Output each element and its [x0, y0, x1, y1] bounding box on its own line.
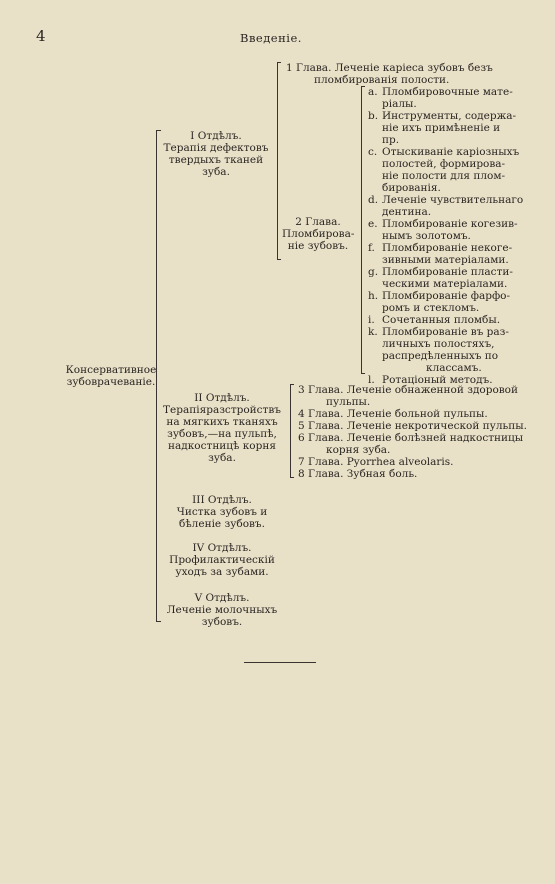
subitem-h — [368, 290, 510, 314]
chapter-6 — [298, 432, 523, 456]
chapter-line: пульпы. — [326, 396, 371, 408]
root-line: Консервативное — [65, 364, 157, 376]
section-4 — [160, 542, 284, 578]
section-line: надкостницѣ корня — [168, 440, 276, 452]
subitem-line: нымъ золотомъ. — [382, 230, 471, 242]
section-line: зуба. — [202, 166, 230, 178]
subitem-f — [368, 242, 512, 266]
subitem-line: пр. — [382, 134, 400, 146]
section-line: Профилактическій — [169, 554, 275, 566]
section-line: Терапіяразстройствъ — [163, 404, 281, 416]
subitem-line: Пломбированіе въ раз- — [382, 326, 509, 338]
chapter-line: 6 Глава. Леченіе болѣзней надкостницы — [298, 432, 524, 444]
subitem-letter: g. — [368, 266, 379, 278]
subitem-line: дентина. — [382, 206, 432, 218]
bracket-tick — [290, 384, 294, 385]
subitem-letter: c. — [368, 146, 378, 158]
subitem-line: Пломбированіе когезив- — [382, 218, 518, 230]
chapter-4 — [298, 408, 488, 420]
subitem-b — [368, 110, 516, 146]
subitem-letter: e. — [368, 218, 378, 230]
page-number: 4 — [36, 27, 46, 45]
subitem-letter: k. — [368, 326, 378, 338]
subitem-g — [368, 266, 513, 290]
section-title: V Отдѣлъ. — [194, 592, 250, 604]
subitem-line: ромъ и стекломъ. — [382, 302, 480, 314]
section-line: Леченіе молочныхъ — [166, 604, 278, 616]
section-title: II Отдѣлъ. — [194, 392, 250, 404]
section-line: твердыхъ тканей — [168, 154, 264, 166]
subitem-line: ріалы. — [382, 98, 417, 110]
chapter-7 — [298, 456, 454, 468]
chapter-line: пломбированія полости. — [314, 74, 450, 86]
section-5 — [160, 592, 284, 628]
chapter-line: 3 Глава. Леченіе обнаженной здоровой — [298, 384, 519, 396]
subitem-line: Инструменты, содержа- — [382, 110, 517, 122]
subitem-line: Пломбированіе пласти- — [382, 266, 513, 278]
subitem-line: Отыскиваніе каріозныхъ — [382, 146, 520, 158]
section-2-bracket — [290, 384, 291, 478]
bracket-tick — [361, 86, 365, 87]
chapter-line: ніе зубовъ. — [287, 240, 349, 252]
subitem-line: зивными матеріалами. — [382, 254, 509, 266]
subitem-line: личныхъ полостяхъ, — [382, 338, 495, 350]
section-2 — [160, 392, 284, 464]
chapter-2-bracket — [361, 86, 362, 374]
root-heading — [62, 364, 160, 388]
subitem-d — [368, 194, 523, 218]
subitem-letter: d. — [368, 194, 379, 206]
bracket-tick — [277, 62, 281, 63]
subitem-letter: h. — [368, 290, 379, 302]
subitem-line: Пломбированіе фарфо- — [382, 290, 511, 302]
root-line: зубоврачеваніе. — [66, 376, 156, 388]
chapter-1 — [286, 62, 493, 86]
closing-rule — [244, 662, 316, 663]
subitem-line: ніе полости для плом- — [382, 170, 506, 182]
section-line: зубовъ,—на пульпѣ, — [167, 428, 277, 440]
subitem-line: полостей, формирова- — [382, 158, 506, 170]
chapter-line: 2 Глава. — [295, 216, 341, 228]
section-title: IV Отдѣлъ. — [192, 542, 252, 554]
subitem-line: ческими матеріалами. — [382, 278, 508, 290]
chapter-2 — [282, 216, 354, 252]
section-line: на мягкихъ тканяхъ — [166, 416, 278, 428]
subitem-letter: l. — [368, 374, 375, 386]
subitem-line: бированія. — [382, 182, 441, 194]
section-line: уходъ за зубами. — [175, 566, 269, 578]
section-1-bracket — [277, 62, 278, 260]
bracket-tick — [290, 477, 294, 478]
section-line: зуба. — [208, 452, 236, 464]
chapter-line: 8 Глава. Зубная боль. — [298, 468, 418, 480]
chapter-line: Пломбирова- — [282, 228, 355, 240]
running-head: Введеніе. — [240, 31, 302, 45]
chapter-8 — [298, 468, 417, 480]
subitem-letter: b. — [368, 110, 379, 122]
section-1 — [160, 130, 272, 178]
chapter-line: 1 Глава. Леченіе каріеса зубовъ безъ — [286, 62, 493, 74]
subitem-line: Ротаціоный методъ. — [382, 374, 493, 386]
subitem-letter: i. — [368, 314, 375, 326]
chapter-line: корня зуба. — [326, 444, 391, 456]
subitem-letter: a. — [368, 86, 378, 98]
bracket-tick — [277, 259, 281, 260]
subitem-c — [368, 146, 519, 194]
subitem-i — [368, 314, 500, 326]
subitem-line: Леченіе чувствительнаго — [382, 194, 524, 206]
chapter-5 — [298, 420, 527, 432]
section-title: III Отдѣлъ. — [192, 494, 252, 506]
section-line: зубовъ. — [201, 616, 243, 628]
section-line: Чистка зубовъ и — [176, 506, 268, 518]
chapter-line: 4 Глава. Леченіе больной пульпы. — [298, 408, 488, 420]
subitem-letter: f. — [368, 242, 375, 254]
subitem-e — [368, 218, 518, 242]
subitem-line: ніе ихъ примѣненіе и — [382, 122, 501, 134]
subitem-k — [368, 326, 509, 374]
chapter-line: 5 Глава. Леченіе некротической пульпы. — [298, 420, 527, 432]
subitem-line: распредѣленныхъ по — [382, 350, 499, 362]
section-line: Терапія дефектовъ — [163, 142, 269, 154]
section-line: бѣленіе зубовъ. — [179, 518, 265, 530]
subitem-line: классамъ. — [426, 362, 482, 374]
subitem-line: Пломбированіе некоге- — [382, 242, 513, 254]
chapter-line: 7 Глава. Pyorrhea alveolaris. — [298, 456, 454, 468]
subitem-line: Сочетанныя пломбы. — [382, 314, 501, 326]
section-title: I Отдѣлъ. — [190, 130, 242, 142]
main-bracket — [156, 130, 157, 622]
subitem-a — [368, 86, 513, 110]
chapter-3 — [298, 384, 518, 408]
section-3 — [160, 494, 284, 530]
bracket-tick — [361, 373, 365, 374]
subitem-line: Пломбировочные мате- — [382, 86, 513, 98]
